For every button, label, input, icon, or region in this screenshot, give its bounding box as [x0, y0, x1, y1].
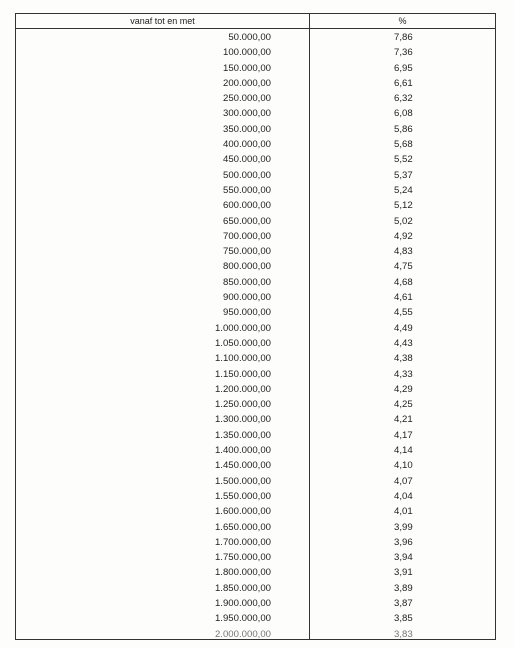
percent-cell: 4,21: [394, 414, 413, 426]
percent-cell: 4,01: [394, 506, 413, 518]
amount-cell: 1.050.000,00: [214, 337, 271, 349]
percent-cell: 4,25: [394, 399, 413, 411]
percent-cell: 3,96: [394, 536, 413, 548]
amount-cell: 750.000,00: [222, 246, 271, 258]
amount-cell: 1.700.000,00: [214, 536, 271, 548]
amount-cell: 300.000,00: [222, 108, 271, 120]
percent-cell: 7,36: [394, 47, 413, 59]
percent-cell: 3,89: [394, 582, 413, 594]
percent-cell: 4,10: [394, 460, 413, 472]
percent-column-header: %: [398, 16, 407, 26]
percent-cell: 5,12: [394, 200, 413, 212]
percent-cell: 3,91: [394, 567, 413, 579]
percent-cell: 3,83: [394, 628, 413, 640]
amount-cell: 200.000,00: [222, 77, 271, 89]
amount-column: [16, 29, 310, 640]
amount-cell: 400.000,00: [222, 139, 271, 151]
table-header: [16, 14, 495, 29]
percent-cell: 3,87: [394, 597, 413, 609]
percent-cell: 3,85: [394, 613, 413, 625]
amount-cell: 1.000.000,00: [214, 322, 271, 334]
amount-cell: 1.300.000,00: [214, 414, 271, 426]
percent-cell: 4,33: [394, 368, 413, 380]
amount-cell: 950.000,00: [222, 307, 271, 319]
percent-cell: 4,92: [394, 230, 413, 242]
amount-cell: 150.000,00: [222, 62, 271, 74]
amount-cell: 250.000,00: [222, 93, 271, 105]
percent-cell: 6,61: [394, 77, 413, 89]
rate-table: [15, 13, 496, 640]
percent-cell: 6,95: [394, 62, 413, 74]
amount-cell: 850.000,00: [222, 276, 271, 288]
amount-cell: 1.500.000,00: [214, 475, 271, 487]
percent-cell: 4,68: [394, 276, 413, 288]
amount-cell: 1.550.000,00: [214, 490, 271, 502]
percent-cell: 5,52: [394, 154, 413, 166]
amount-cell: 1.650.000,00: [214, 521, 271, 533]
percent-cell: 4,07: [394, 475, 413, 487]
amount-cell: 1.950.000,00: [214, 613, 271, 625]
amount-cell: 900.000,00: [222, 292, 271, 304]
amount-cell: 1.850.000,00: [214, 582, 271, 594]
amount-cell: 1.450.000,00: [214, 460, 271, 472]
amount-cell: 800.000,00: [222, 261, 271, 273]
amount-cell: 450.000,00: [222, 154, 271, 166]
amount-cell: 350.000,00: [222, 123, 271, 135]
amount-cell: 1.750.000,00: [214, 552, 271, 564]
percent-cell: 5,37: [394, 169, 413, 181]
percent-cell: 4,29: [394, 383, 413, 395]
percent-column: [310, 29, 495, 640]
amount-cell: 1.350.000,00: [214, 429, 271, 441]
amount-cell: 600.000,00: [222, 200, 271, 212]
percent-cell: 4,38: [394, 353, 413, 365]
percent-cell: 4,55: [394, 307, 413, 319]
percent-cell: 7,86: [394, 32, 413, 43]
percent-cell: 4,83: [394, 246, 413, 258]
amount-cell: 550.000,00: [222, 184, 271, 196]
amount-cell: 1.150.000,00: [214, 368, 271, 380]
percent-cell: 4,61: [394, 292, 413, 304]
percent-cell: 5,86: [394, 123, 413, 135]
amount-cell: 650.000,00: [222, 215, 271, 227]
amount-cell: 700.000,00: [222, 230, 271, 242]
amount-cell: 100.000,00: [222, 47, 271, 59]
amount-cell: 1.200.000,00: [214, 383, 271, 395]
percent-cell: 4,43: [394, 337, 413, 349]
amount-cell: 50.000,00: [228, 32, 271, 43]
percent-cell: 5,02: [394, 215, 413, 227]
amount-cell: 1.400.000,00: [214, 445, 271, 457]
amount-cell: 1.100.000,00: [214, 353, 271, 365]
amount-cell: 1.250.000,00: [214, 399, 271, 411]
amount-cell: 500.000,00: [222, 169, 271, 181]
percent-cell: 4,04: [394, 490, 413, 502]
range-column-header: vanaf tot en met: [16, 14, 310, 28]
amount-cell: 2.000.000,00: [214, 628, 271, 640]
amount-cell: 1.600.000,00: [214, 506, 271, 518]
percent-cell: 4,14: [394, 445, 413, 457]
percent-cell: 3,99: [394, 521, 413, 533]
percent-cell: 6,32: [394, 93, 413, 105]
percent-cell: 6,08: [394, 108, 413, 120]
table-body: [16, 29, 495, 640]
percent-cell: 4,75: [394, 261, 413, 273]
percent-cell: 4,49: [394, 322, 413, 334]
amount-cell: 1.800.000,00: [214, 567, 271, 579]
percent-cell: 3,94: [394, 552, 413, 564]
percent-cell: 4,17: [394, 429, 413, 441]
percent-cell: 5,68: [394, 139, 413, 151]
amount-cell: 1.900.000,00: [214, 597, 271, 609]
percent-cell: 5,24: [394, 184, 413, 196]
